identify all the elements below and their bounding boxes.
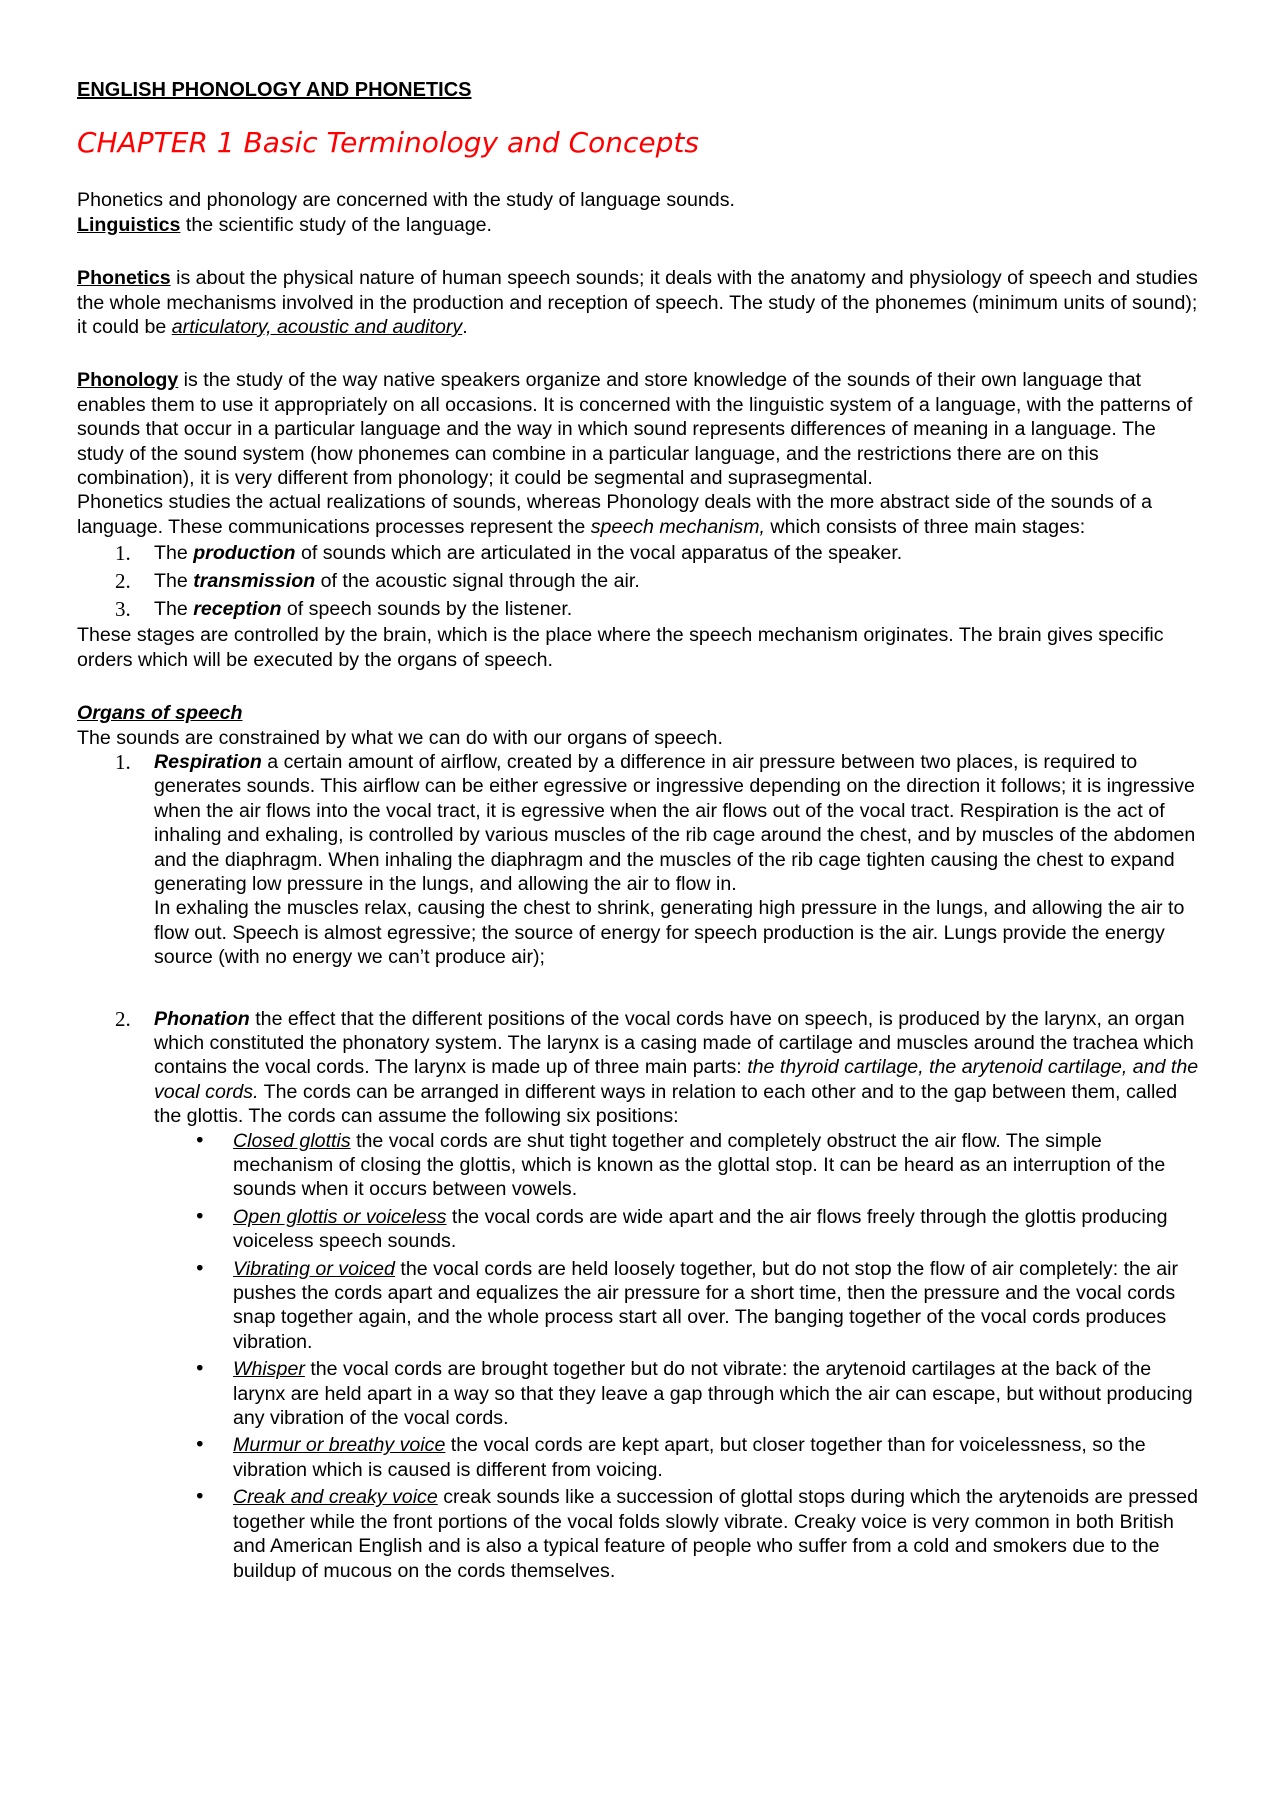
phonetics-types: articulatory, acoustic and auditory: [171, 316, 463, 339]
position-term: Murmur or breathy voice: [233, 1434, 446, 1457]
list-number: 2.: [115, 1006, 131, 1031]
bullet-icon: •: [194, 1433, 206, 1457]
position-text: the vocal cords are shut tight together and completely obstruct the air flow. The simple mechanism of closing the glottis, which is known as the glottal stop. It can be heard as an interruption of the sounds when it occurs between vowels.: [233, 1129, 1166, 1201]
list-number: 2.: [115, 569, 131, 594]
phonology-term: Phonology: [77, 369, 179, 392]
respiration-text: a certain amount of airflow, created by a difference in air pressure between two places, is required to generates sounds. This airflow can be either egressive or ingressive depending on the direction it follows; it is ingressive when the air flows into the vocal tract, it is egressive when the air flows out of the vocal tract. Respiration is the act of inhaling and exhaling, is controlled by various muscles of the rib cage around the chest, and by muscles of the abdomen and the diaphragm. When inhaling the diaphragm and the muscles of the rib cage tighten causing the chest to expand generating low pressure in the lungs, and allowing the air to flow in.: [154, 750, 1196, 895]
comparison-text-end: which consists of three main stages:: [764, 515, 1086, 538]
list-item: [77, 567, 1207, 595]
bullet-icon: •: [194, 1204, 206, 1228]
respiration-term: Respiration: [154, 750, 262, 773]
phonology-paragraph: [77, 368, 1207, 490]
intro-paragraph: [77, 188, 1207, 237]
phonation-text-2: The cords can be arranged in different ways in relation to each other and to the gap between them, called the glottis. The cords can assume the following six positions:: [154, 1080, 1178, 1128]
stage-prefix: The: [154, 542, 194, 565]
list-item-respiration: [77, 750, 1207, 970]
position-term: Closed glottis: [233, 1129, 351, 1152]
linguistics-definition: the scientific study of the language.: [180, 213, 492, 236]
stages-after-paragraph: These stages are controlled by the brain, which is the place where the speech mechanism originates. The brain gives specific orders which will be executed by the organs of speech.: [77, 624, 1164, 671]
list-item: [77, 1129, 1207, 1202]
position-text: the vocal cords are held loosely together, but do not stop the flow of air completely: the air pushes the cords apart and equalizes the air pressure for a short time, then the pressure and the vocal cords snap together again, and the whole process start all over. The banging together of the vocal cords produces vibration.: [233, 1257, 1179, 1353]
bullet-icon: •: [194, 1357, 206, 1381]
list-item: [77, 1485, 1207, 1583]
position-term: Creak and creaky voice: [233, 1486, 438, 1509]
stage-text: of sounds which are articulated in the vocal apparatus of the speaker.: [295, 542, 903, 565]
phonetics-vs-phonology-paragraph: [77, 490, 1207, 539]
position-text: the vocal cords are kept apart, but closer together than for voicelessness, so the vibration which is caused is different from voicing.: [233, 1434, 1146, 1481]
list-item-phonation: [77, 1007, 1207, 1583]
stage-prefix: The: [154, 570, 194, 593]
organs-list: [77, 750, 1207, 1583]
phonology-text: is the study of the way native speakers organize and store knowledge of the sounds of their own language that enables them to use it appropriately on all occasions. It is concerned with the linguistic system of a language, with the patterns of sounds that occur in a particular language and the way in which sound represents differences of meaning in a language. The study of the sound system (how phonemes can combine in a particular language, and the restrictions there are on this combination), it is very different from phonology; it could be segmental and suprasegmental.: [77, 369, 1193, 490]
position-text: creak sounds like a succession of glottal stops during which the arytenoids are pressed together while the front portions of the vocal folds slowly vibrate. Creaky voice is very common in both British and American English and is also a typical feature of people who suffer from a cold and smokers due to the buildup of mucous on the cords themselves.: [233, 1486, 1198, 1582]
list-item: [77, 1357, 1207, 1430]
respiration-text-2: In exhaling the muscles relax, causing the chest to shrink, generating high pressure in the lungs, and allowing the air to flow out. Speech is almost egressive; the source of energy for speech production is the air. Lungs provide the energy source (with no energy we can’t produce air);: [154, 897, 1185, 969]
list-item: [77, 595, 1207, 623]
phonetics-paragraph: [77, 266, 1207, 339]
position-term: Whisper: [233, 1358, 305, 1381]
linguistics-term: Linguistics: [77, 213, 181, 236]
bullet-icon: •: [194, 1256, 206, 1280]
intro-line: Phonetics and phonology are concerned with the study of language sounds.: [77, 189, 735, 212]
position-term: Open glottis or voiceless: [233, 1205, 447, 1228]
organs-heading-text: Organs of speech: [77, 702, 243, 725]
position-text: the vocal cords are brought together but do not vibrate: the arytenoid cartilages at the back of the larynx are held apart in a way so that they leave a gap through which the air can escape, but without producing any vibration of the vocal cords.: [233, 1358, 1193, 1430]
list-item: [77, 1257, 1207, 1355]
speech-mechanism-term: speech mechanism,: [590, 515, 765, 538]
organs-intro: The sounds are constrained by what we can do with our organs of speech.: [77, 726, 723, 749]
position-text: the vocal cords are wide apart and the air flows freely through the glottis producing voiceless speech sounds.: [233, 1205, 1168, 1253]
phonation-term: Phonation: [154, 1007, 250, 1030]
chapter-heading: CHAPTER 1 Basic Terminology and Concepts: [77, 126, 699, 160]
list-item: [77, 1433, 1207, 1482]
stage-term: reception: [193, 598, 282, 621]
bullet-icon: •: [194, 1485, 206, 1509]
list-item: [77, 539, 1207, 567]
stage-term: transmission: [193, 570, 316, 593]
list-number: 1.: [115, 541, 131, 566]
list-item: [77, 1205, 1207, 1254]
stage-text: of speech sounds by the listener.: [281, 598, 573, 621]
speech-stages-list: [77, 539, 1207, 623]
larynx-parts: the thyroid cartilage, the arytenoid cartilage, and the vocal cords.: [154, 1056, 1199, 1103]
list-number: 3.: [115, 597, 131, 622]
phonetics-term: Phonetics: [77, 267, 171, 290]
stage-term: production: [193, 542, 296, 565]
organs-heading: [77, 701, 1207, 725]
list-number: 1.: [115, 749, 131, 774]
phonation-text: the effect that the different positions of the vocal cords have on speech, is produced by the larynx, an organ which constituted the phonatory system. The larynx is a casing made of cartilage and muscles around the trachea which contains the vocal cords. The larynx is made up of three main parts:: [154, 1007, 1194, 1079]
position-term: Vibrating or voiced: [233, 1257, 395, 1280]
document-title: ENGLISH PHONOLOGY AND PHONETICS: [77, 79, 472, 101]
phonetics-end: .: [462, 316, 468, 339]
stage-text: of the acoustic signal through the air.: [315, 570, 640, 593]
bullet-icon: •: [194, 1128, 206, 1152]
glottis-positions-list: [154, 1129, 1207, 1583]
comparison-text: Phonetics studies the actual realizations of sounds, whereas Phonology deals with the more abstract side of the sounds of a language. These communications processes represent the: [77, 491, 1153, 538]
phonetics-text: is about the physical nature of human speech sounds; it deals with the anatomy and physiology of speech and studies the whole mechanisms involved in the production and reception of speech. The study of the phonemes (minimum units of sound); it could be: [77, 267, 1198, 339]
document-page: [77, 78, 1207, 1586]
stage-prefix: The: [154, 598, 194, 621]
